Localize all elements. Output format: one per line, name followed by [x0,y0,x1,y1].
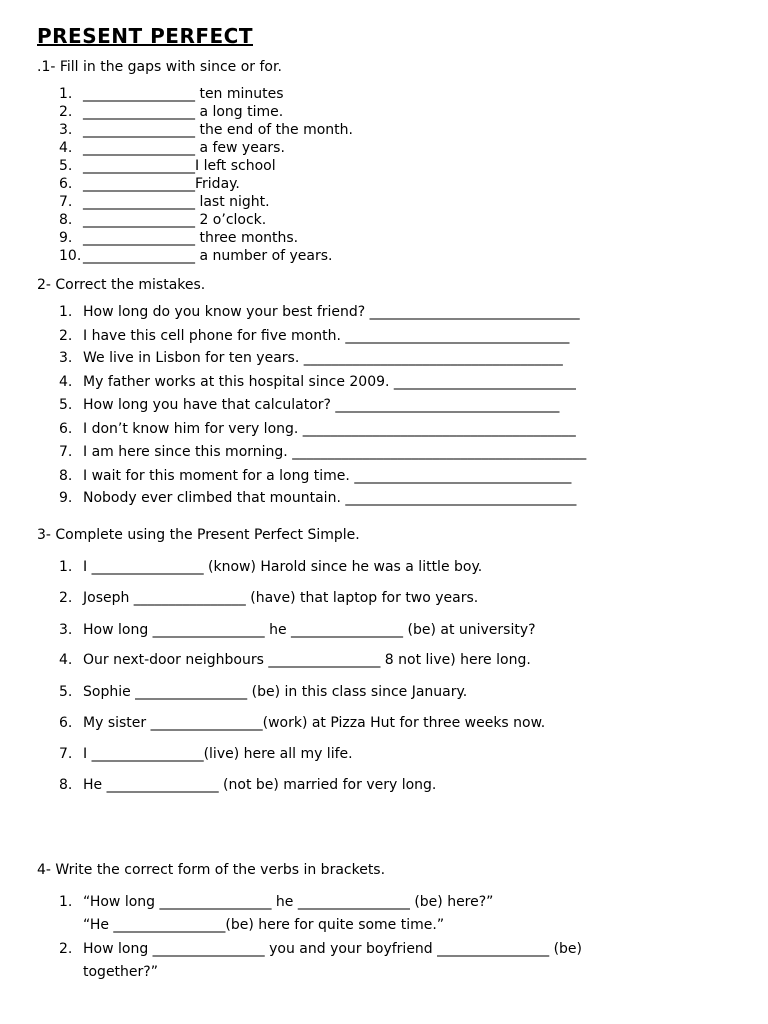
item-text: I ________________(live) here all my life. [83,746,353,762]
section-3-heading: 3- Complete using the Present Perfect Simple. [37,527,360,543]
item-number: 3. [59,622,73,638]
item-text: ________________I left school [83,158,276,174]
item-text: I am here since this morning. __________________________________________ [83,444,587,460]
item-text: My sister ________________(work) at Pizza Hut for three weeks now. [83,715,546,731]
item-text: ________________ the end of the month. [83,122,353,138]
item-number: 7. [59,194,73,210]
item-text: ________________ ten minutes [83,86,284,102]
item-number: 8. [59,777,73,793]
item-text: We live in Lisbon for ten years. _____________________________________ [83,350,563,366]
item-text: “How long ________________ he ________________ (be) here?” [83,894,494,910]
item-text: I wait for this moment for a long time. _______________________________ [83,468,572,484]
item-number: 2. [59,590,73,606]
item-number: 9. [59,230,73,246]
section-4-heading: 4- Write the correct form of the verbs in brackets. [37,862,386,878]
item-number: 8. [59,212,73,228]
page-title: PRESENT PERFECT [37,24,253,48]
item-text: ________________Friday. [83,176,240,192]
item-number: 4. [59,652,73,668]
item-text: ________________ 2 o’clock. [83,212,267,228]
section-2-heading: 2- Correct the mistakes. [37,277,206,293]
item-number: 6. [59,421,73,437]
item-number: 9. [59,490,73,506]
item-number: 2. [59,941,73,957]
item-text: My father works at this hospital since 2009. __________________________ [83,374,576,390]
item-text: How long do you know your best friend? ______________________________ [83,304,580,320]
item-number: 3. [59,122,73,138]
item-text: Nobody ever climbed that mountain. _________________________________ [83,490,577,506]
item-number: 10. [59,248,82,264]
item-number: 2. [59,328,73,344]
item-number: 5. [59,684,73,700]
item-text: Sophie ________________ (be) in this class since January. [83,684,468,700]
item-text: How long you have that calculator? ________________________________ [83,397,560,413]
item-text: How long ________________ he ________________ (be) at university? [83,622,536,638]
item-text: I have this cell phone for five month. ________________________________ [83,328,570,344]
item-text: I ________________ (know) Harold since he was a little boy. [83,559,483,575]
item-number: 7. [59,746,73,762]
item-number: 1. [59,304,73,320]
item-number: 7. [59,444,73,460]
section-1-heading: .1- Fill in the gaps with since or for. [37,59,282,75]
item-number: 1. [59,559,73,575]
item-number: 6. [59,176,73,192]
item-number: 4. [59,140,73,156]
item-number: 1. [59,894,73,910]
item-text: “He ________________(be) here for quite some time.” [83,917,445,933]
item-text: Our next-door neighbours ________________ 8 not live) here long. [83,652,531,668]
item-number: 8. [59,468,73,484]
item-text: He ________________ (not be) married for very long. [83,777,437,793]
item-number: 4. [59,374,73,390]
item-number: 3. [59,350,73,366]
item-text: ________________ a long time. [83,104,284,120]
item-number: 5. [59,397,73,413]
item-number: 2. [59,104,73,120]
item-text: together?” [83,964,158,980]
item-text: Joseph ________________ (have) that laptop for two years. [83,590,479,606]
item-text: ________________ three months. [83,230,299,246]
item-number: 5. [59,158,73,174]
item-text: ________________ a few years. [83,140,285,156]
item-text: ________________ a number of years. [83,248,333,264]
item-text: ________________ last night. [83,194,270,210]
item-number: 1. [59,86,73,102]
item-number: 6. [59,715,73,731]
item-text: How long ________________ you and your boyfriend ________________ (be) [83,941,583,957]
item-text: I don’t know him for very long. _______________________________________ [83,421,576,437]
